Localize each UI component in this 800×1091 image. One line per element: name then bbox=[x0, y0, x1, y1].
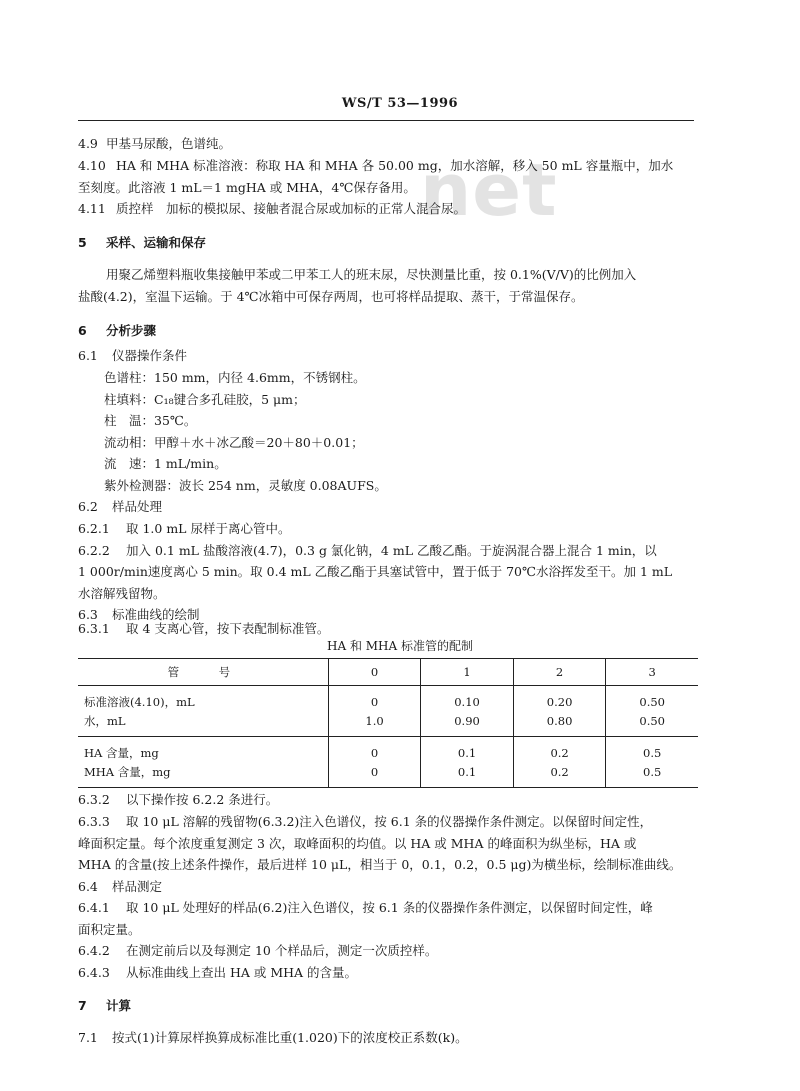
table-cell: 0.5 bbox=[606, 737, 698, 763]
temperature-spec: 柱 温：35℃。 bbox=[104, 413, 197, 428]
clause-6-3-2: 6.3.2 以下操作按 6.2.2 条进行。 bbox=[78, 792, 279, 807]
table-cell: 0.2 bbox=[513, 737, 606, 763]
clause-7-1: 7.1 按式(1)计算尿样换算成标准比重(1.020)下的浓度校正系数(k)。 bbox=[78, 1030, 468, 1045]
flow-rate-spec: 流 速：1 mL/min。 bbox=[104, 456, 227, 471]
clause-6-2: 6.2 样品处理 bbox=[78, 499, 163, 514]
table-cell: 0.2 bbox=[513, 762, 606, 788]
table-cell: 0.90 bbox=[421, 711, 514, 737]
clause-6-2-2-cont1: 1 000r/min速度离心 5 min。取 0.4 mL 乙酸乙酯于具塞试管中，置于低于 70℃水浴挥发至干。加 1 mL bbox=[78, 564, 673, 579]
clause-6-2-2: 6.2.2 加入 0.1 mL 盐酸溶液(4.7)，0.3 g 氯化钠，4 mL 乙酸乙酯。于旋涡混合器上混合 1 min，以 bbox=[78, 543, 657, 558]
table-cell: 0.80 bbox=[513, 711, 606, 737]
table-cell: 0.50 bbox=[606, 711, 698, 737]
clause-6-1: 6.1 仪器操作条件 bbox=[78, 348, 188, 363]
standard-header: WS/T 53—1996 bbox=[341, 96, 459, 111]
table-row bbox=[78, 762, 698, 788]
mobile-phase-spec: 流动相：甲醇＋水＋冰乙酸＝20＋80＋0.01； bbox=[104, 435, 364, 450]
detector-spec: 紫外检测器：波长 254 nm，灵敏度 0.08AUFS。 bbox=[104, 478, 387, 493]
clause-6-3-3-cont2: MHA 的含量(按上述条件操作，最后进样 10 μL，相当于 0，0.1，0.2，0.5 μg)为横坐标，绘制标准曲线。 bbox=[78, 857, 682, 872]
clause-6-4-2: 6.4.2 在测定前后以及每测定 10 个样品后，测定一次质控样。 bbox=[78, 943, 438, 958]
table-caption: HA 和 MHA 标准管的配制 bbox=[327, 639, 473, 653]
clause-6-3: 6.3 标准曲线的绘制 bbox=[78, 607, 200, 622]
table-cell: 0 bbox=[328, 737, 420, 763]
header-rule bbox=[78, 120, 694, 121]
clause-6-2-1: 6.2.1 取 1.0 mL 尿样于离心管中。 bbox=[78, 521, 291, 536]
table-header-cell: 1 bbox=[421, 659, 514, 686]
clause-6-4-1-cont: 面积定量。 bbox=[78, 922, 141, 937]
table-cell: 标准溶液(4.10)，mL bbox=[84, 694, 195, 709]
table-cell: 0.50 bbox=[606, 686, 698, 712]
section-5-heading: 5 采样、运输和保存 bbox=[78, 235, 207, 250]
watermark: net bbox=[420, 148, 558, 232]
table-cell: 0 bbox=[328, 762, 420, 788]
table-cell: 0.10 bbox=[421, 686, 514, 712]
clause-6-4-3: 6.4.3 从标准曲线上查出 HA 或 MHA 的含量。 bbox=[78, 965, 358, 980]
clause-4-11: 4.11 质控样 加标的模拟尿、接触者混合尿或加标的正常人混合尿。 bbox=[78, 201, 467, 216]
table-header-row bbox=[78, 659, 698, 686]
clause-4-9: 4.9 甲基马尿酸，色谱纯。 bbox=[78, 136, 232, 151]
table-row bbox=[78, 686, 698, 712]
table-cell: 0 bbox=[328, 686, 420, 712]
section-7-heading: 7 计算 bbox=[78, 998, 132, 1013]
clause-6-4: 6.4 样品测定 bbox=[78, 879, 163, 894]
clause-4-10-cont: 至刻度。此溶液 1 mL＝1 mgHA 或 MHA，4℃保存备用。 bbox=[78, 180, 416, 195]
section-5-para-line2: 盐酸(4.2)，室温下运输。于 4℃冰箱中可保存两周，也可将样品提取、蒸干，于常温保存。 bbox=[78, 289, 584, 304]
table-cell: 0.1 bbox=[421, 762, 514, 788]
table-row bbox=[78, 711, 698, 737]
table-header-cell: 2 bbox=[513, 659, 606, 686]
clause-6-3-3-cont1: 峰面积定量。每个浓度重复测定 3 次，取峰面积的均值。以 HA 或 MHA 的峰面积为纵坐标，HA 或 bbox=[78, 836, 637, 851]
clause-6-2-2-cont2: 水溶解残留物。 bbox=[78, 586, 166, 601]
table-cell: 0.20 bbox=[513, 686, 606, 712]
clause-6-4-1: 6.4.1 取 10 μL 处理好的样品(6.2)注入色谱仪，按 6.1 条的仪器操作条件测定，以保留时间定性，峰 bbox=[78, 900, 653, 915]
table-cell: MHA 含量，mg bbox=[78, 762, 328, 788]
table-row bbox=[78, 737, 698, 763]
table-cell: 0.1 bbox=[421, 737, 514, 763]
section-6-heading: 6 分析步骤 bbox=[78, 323, 157, 338]
clause-6-3-1: 6.3.1 取 4 支离心管，按下表配制标准管。 bbox=[78, 621, 330, 636]
column-spec: 色谱柱：150 mm，内径 4.6mm，不锈钢柱。 bbox=[104, 370, 366, 385]
clause-4-10: 4.10 HA 和 MHA 标准溶液：称取 HA 和 MHA 各 50.00 mg，加水溶解，移入 50 mL 容量瓶中，加水 bbox=[78, 158, 674, 173]
standard-tube-table bbox=[78, 658, 698, 788]
section-5-para-line1: 用聚乙烯塑料瓶收集接触甲苯或二甲苯工人的班末尿，尽快测量比重，按 0.1%(V/V)的比例加入 bbox=[106, 267, 637, 282]
packing-spec: 柱填料：C₁₈键合多孔硅胶，5 μm； bbox=[104, 392, 306, 407]
table-cell: HA 含量，mg bbox=[84, 745, 159, 760]
table-cell: 水，mL bbox=[78, 711, 328, 737]
table-cell: 1.0 bbox=[328, 711, 420, 737]
table-header-cell: 3 bbox=[606, 659, 698, 686]
table-cell: 0.5 bbox=[606, 762, 698, 788]
table-header-cell: 管 号 bbox=[78, 659, 328, 686]
clause-6-3-3: 6.3.3 取 10 μL 溶解的残留物(6.3.2)注入色谱仪，按 6.1 条的仪器操作条件测定。以保留时间定性， bbox=[78, 814, 653, 829]
table-header-cell: 0 bbox=[328, 659, 420, 686]
